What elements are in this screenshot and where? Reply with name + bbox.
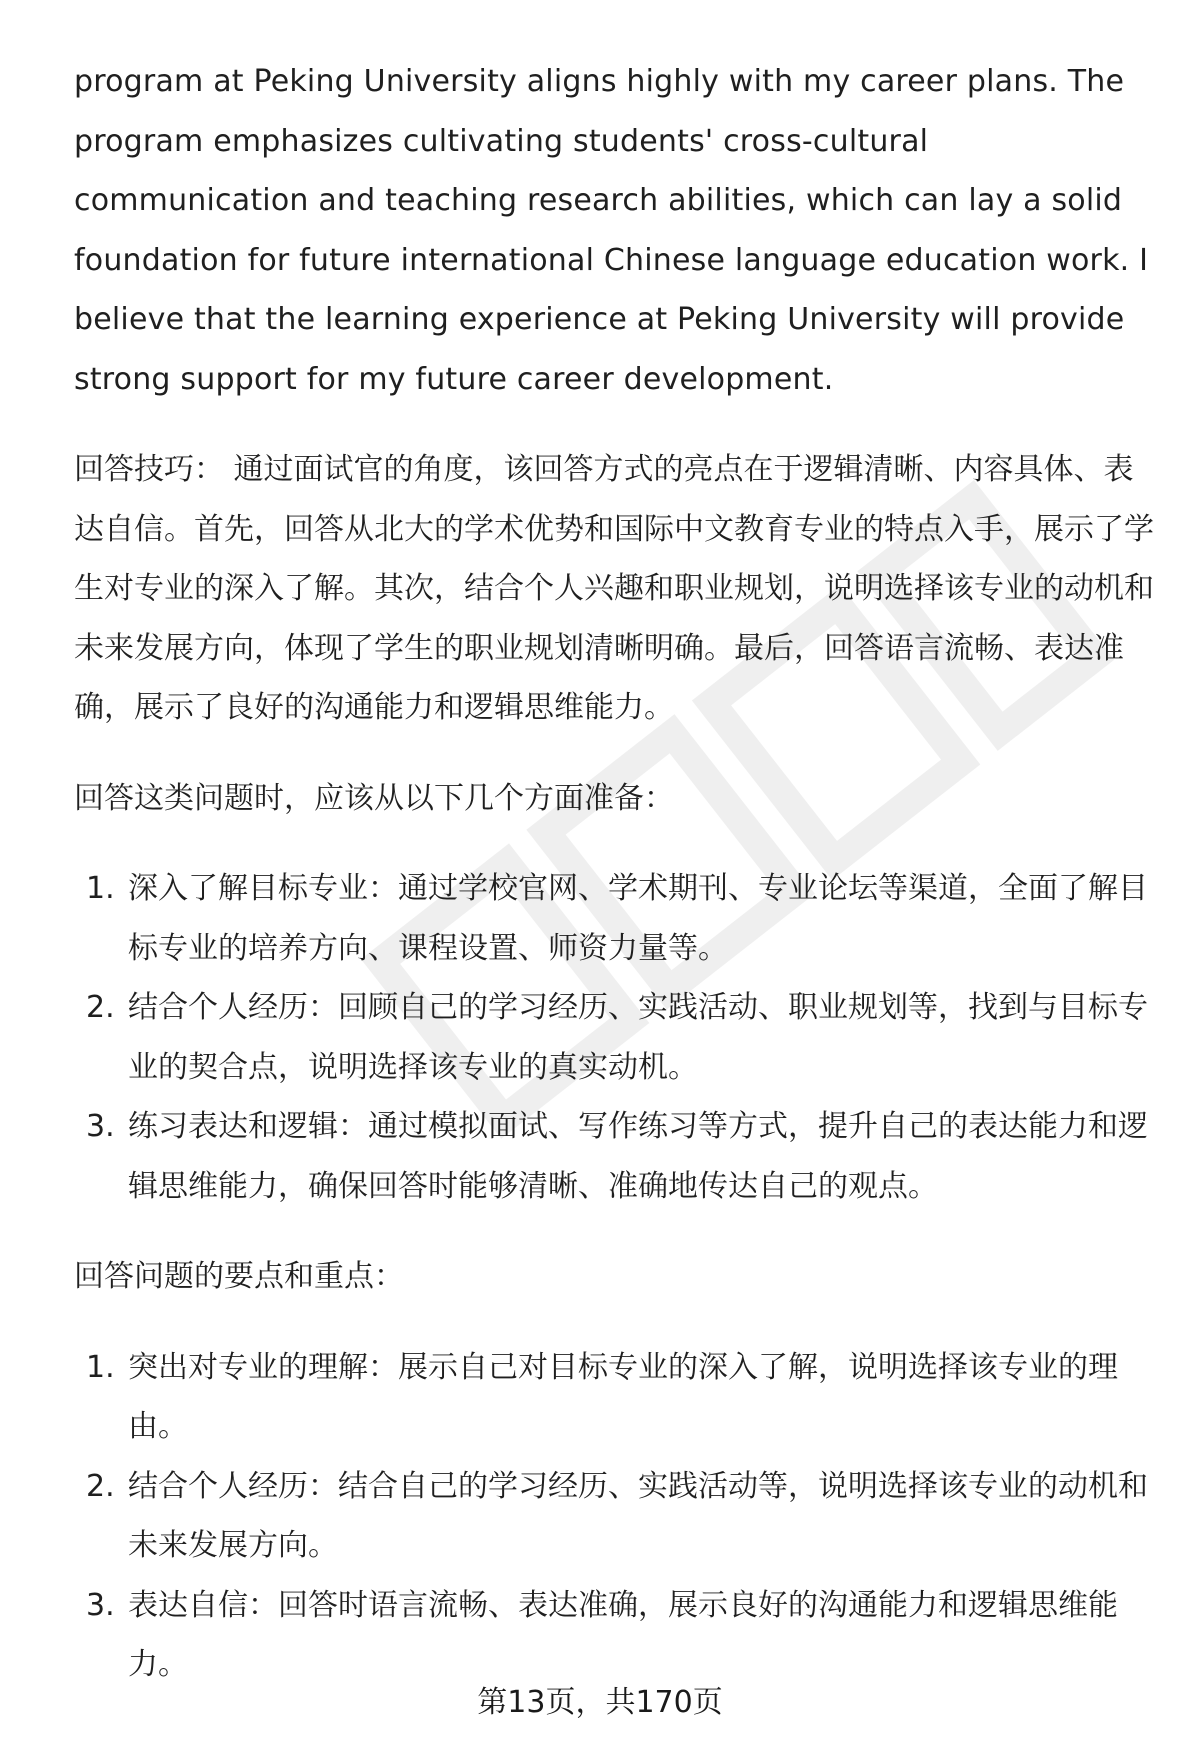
list-number: 2. bbox=[86, 990, 115, 1025]
list-text: 突出对专业的理解：展示自己对目标专业的深入了解，说明选择该专业的理由。 bbox=[128, 1349, 1118, 1444]
list-number: 3. bbox=[86, 1109, 115, 1144]
page-footer-page-number: 第13页，共170页 bbox=[477, 1685, 723, 1720]
list-text: 深入了解目标专业：通过学校官网、学术期刊、专业论坛等渠道，全面了解目标专业的培养方向、课程设置、师资力量等。 bbox=[128, 871, 1148, 966]
list-number: 2. bbox=[86, 1468, 115, 1504]
list-item bbox=[74, 859, 1154, 978]
prep-heading: 回答这类问题时，应该从以下几个方面准备： bbox=[74, 780, 674, 816]
list-text: 结合个人经历：回顾自己的学习经历、实践活动、职业规划等，找到与目标专业的契合点，说明选择该专业的真实动机。 bbox=[128, 990, 1148, 1085]
keypoints-heading: 回答问题的要点和重点： bbox=[74, 1259, 404, 1294]
list-text: 练习表达和逻辑：通过模拟面试、写作练习等方式，提升自己的表达能力和逻辑思维能力，确保回答时能够清晰、准确地传达自己的观点。 bbox=[128, 1109, 1148, 1204]
list-item bbox=[74, 1338, 1154, 1457]
list-number: 3. bbox=[86, 1587, 115, 1623]
list-item bbox=[74, 1097, 1154, 1216]
keypoints-list bbox=[74, 1338, 1154, 1695]
list-item bbox=[74, 978, 1154, 1097]
list-text: 结合个人经历：结合自己的学习经历、实践活动等，说明选择该专业的动机和未来发展方向。 bbox=[128, 1468, 1148, 1563]
list-text: 表达自信：回答时语言流畅、表达准确，展示良好的沟通能力和逻辑思维能力。 bbox=[128, 1587, 1118, 1682]
list-number: 1. bbox=[86, 1349, 115, 1385]
list-number: 1. bbox=[86, 871, 115, 906]
list-item bbox=[74, 1457, 1154, 1576]
prep-list bbox=[74, 859, 1154, 1216]
answer-tips-paragraph: 回答技巧： 通过面试官的角度，该回答方式的亮点在于逻辑清晰、内容具体、表达自信。首先，回答从北大的学术优势和国际中文教育专业的特点入手，展示了学生对专业的深入了解。其次，结合个人兴趣和职业规划，说明选择该专业的动机和未来发展方向，体现了学生的职业规划清晰明确。最后，回答语言流畅、表达准确，展示了良好的沟通能力和逻辑思维能力。 bbox=[74, 452, 1154, 725]
document-body bbox=[74, 52, 1154, 1726]
intro-paragraph: program at Peking University aligns highly with my career plans. The program emphasizes cultivating students' cross-cultural communication and teaching research abilities, which can lay a solid foundation for future international Chinese language education work. I believe that the learning experience at Peking University will provide strong support for my future career development. bbox=[74, 64, 1149, 397]
